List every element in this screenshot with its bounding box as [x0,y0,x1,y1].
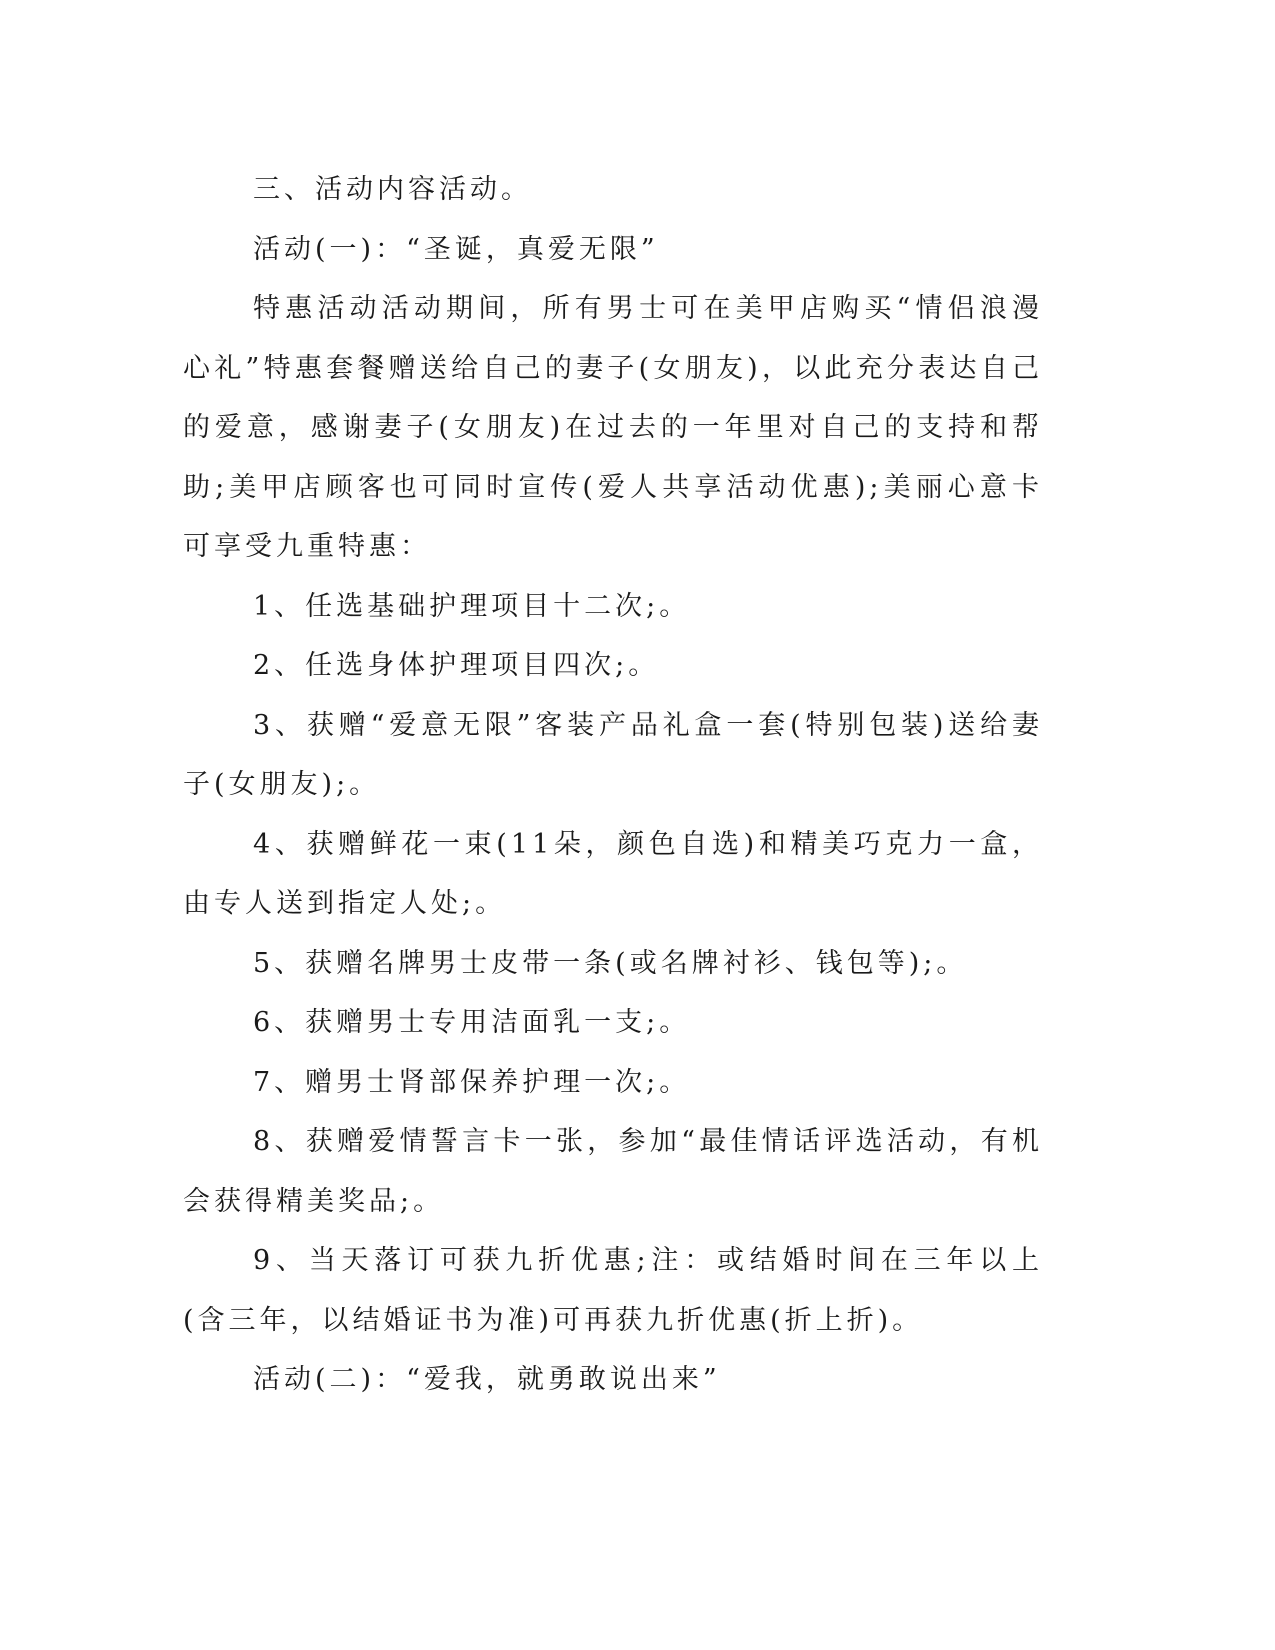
benefit-item-3: 3、获赠“爱意无限”客装产品礼盒一套(特别包装)送给妻子(女朋友);。 [183,709,1043,800]
benefit-item-7: 7、赠男士肾部保养护理一次;。 [253,1066,691,1098]
activity-one-title: 活动(一)：“圣诞，真爱无限” [253,233,659,265]
activity-one-description: 特惠活动活动期间，所有男士可在美甲店购买“情侣浪漫心礼”特惠套餐赠送给自己的妻子(女朋友)，以此充分表达自己的爱意，感谢妻子(女朋友)在过去的一年里对自己的支持和帮助;美甲店顾客也可同时宣传(爱人共享活动优惠);美丽心意卡可享受九重特惠： [183,293,1043,562]
benefit-item-4: 4、获赠鲜花一束(11朵，颜色自选)和精美巧克力一盒，由专人送到指定人处;。 [183,828,1043,919]
benefit-item-9: 9、当天落订可获九折优惠;注：或结婚时间在三年以上(含三年，以结婚证书为准)可再获九折优惠(折上折)。 [183,1245,1043,1336]
benefit-item-8: 8、获赠爱情誓言卡一张，参加“最佳情话评选活动，有机会获得精美奖品;。 [183,1126,1043,1217]
benefit-item-6: 6、获赠男士专用洁面乳一支;。 [253,1007,691,1038]
benefit-item-5: 5、获赠名牌男士皮带一条(或名牌衬衫、钱包等);。 [253,947,968,979]
section-heading: 三、活动内容活动。 [253,174,532,205]
document-body [183,160,1043,1410]
benefit-item-1: 1、任选基础护理项目十二次;。 [253,590,691,622]
benefit-item-2: 2、任选身体护理项目四次;。 [253,650,660,681]
activity-two-title: 活动(二)：“爱我，就勇敢说出来” [253,1364,721,1395]
